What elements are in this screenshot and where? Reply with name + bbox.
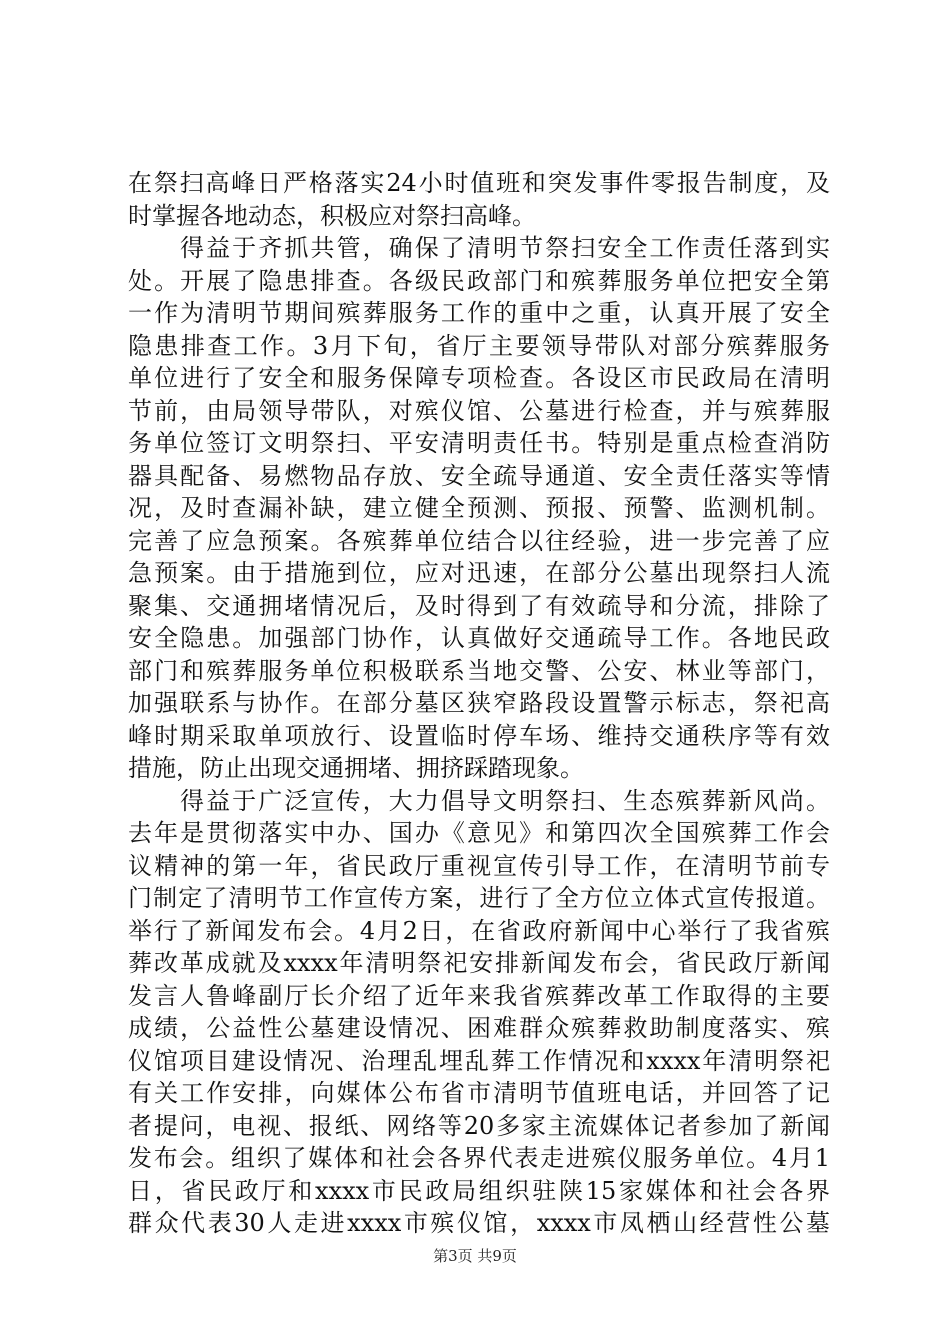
text-line: 在祭扫高峰日严格落实24小时值班和突发事件零报告制度，及: [128, 169, 830, 197]
text-line: 急预案。由于措施到位，应对迅速，在部分公墓出现祭扫人流: [128, 559, 830, 587]
text-line: 时掌握各地动态，积极应对祭扫高峰。: [128, 201, 536, 230]
text-line: 完善了应急预案。各殡葬单位结合以往经验，进一步完善了应: [128, 526, 830, 555]
page-number: 第3页 共9页: [433, 1247, 517, 1265]
text-line: 门制定了清明节工作宣传方案，进行了全方位立体式宣传报道。: [128, 884, 830, 912]
text-line: 有关工作安排，向媒体公布省市清明节值班电话，并回答了记: [128, 1079, 830, 1107]
text-line: 者提问，电视、报纸、网络等20多家主流媒体记者参加了新闻: [128, 1111, 830, 1140]
text-line: 群众代表30人走进xxxx市殡仪馆，xxxx市凤栖山经营性公墓: [128, 1209, 830, 1237]
text-line: 聚集、交通拥堵情况后，及时得到了有效疏导和分流，排除了: [128, 591, 830, 620]
text-line: 安全隐患。加强部门协作，认真做好交通疏导工作。各地民政: [128, 624, 830, 652]
text-line: 一作为清明节期间殡葬服务工作的重中之重，认真开展了安全: [128, 299, 830, 327]
text-line: 发布会。组织了媒体和社会各界代表走进殡仪服务单位。4月1: [128, 1144, 830, 1172]
text-line: 务单位签订文明祭扫、平安清明责任书。特别是重点检查消防: [128, 429, 830, 457]
document-body: [128, 167, 830, 1240]
text-line: 得益于齐抓共管，确保了清明节祭扫安全工作责任落到实: [180, 234, 830, 262]
text-line: 器具配备、易燃物品存放、安全疏导通道、安全责任落实等情: [128, 461, 830, 490]
page-footer: [0, 1245, 950, 1266]
text-line: 发言人鲁峰副厅长介绍了近年来我省殡葬改革工作取得的主要: [128, 981, 830, 1010]
text-line: 部门和殡葬服务单位积极联系当地交警、公安、林业等部门，: [128, 656, 830, 685]
text-line: 得益于广泛宣传，大力倡导文明祭扫、生态殡葬新风尚。: [180, 786, 830, 815]
text-line: 日，省民政厅和xxxx市民政局组织驻陕15家媒体和社会各界: [128, 1176, 830, 1205]
text-line: 议精神的第一年，省民政厅重视宣传引导工作，在清明节前专: [128, 851, 830, 880]
text-line: 隐患排查工作。3月下旬，省厅主要领导带队对部分殡葬服务: [128, 331, 830, 360]
text-line: 节前，由局领导带队，对殡仪馆、公墓进行检查，并与殡葬服: [128, 396, 830, 425]
text-line: 举行了新闻发布会。4月2日，在省政府新闻中心举行了我省殡: [128, 916, 830, 945]
text-line: 去年是贯彻落实中办、国办《意见》和第四次全国殡葬工作会: [128, 819, 830, 847]
text-line: 措施，防止出现交通拥堵、拥挤踩踏现象。: [128, 754, 584, 782]
text-line: 仪馆项目建设情况、治理乱埋乱葬工作情况和xxxx年清明祭祀: [128, 1046, 830, 1075]
text-line: 单位进行了安全和服务保障专项检查。各设区市民政局在清明: [128, 364, 830, 392]
text-line: 葬改革成就及xxxx年清明祭祀安排新闻发布会，省民政厅新闻: [128, 949, 830, 977]
text-line: 处。开展了隐患排查。各级民政部门和殡葬服务单位把安全第: [128, 266, 830, 295]
text-line: 况，及时查漏补缺，建立健全预测、预报、预警、监测机制。: [128, 494, 830, 522]
text-line: 成绩，公益性公墓建设情况、困难群众殡葬救助制度落实、殡: [128, 1014, 830, 1042]
text-line: 峰时期采取单项放行、设置临时停车场、维持交通秩序等有效: [128, 721, 830, 750]
text-line: 加强联系与协作。在部分墓区狭窄路段设置警示标志，祭祀高: [128, 689, 830, 717]
